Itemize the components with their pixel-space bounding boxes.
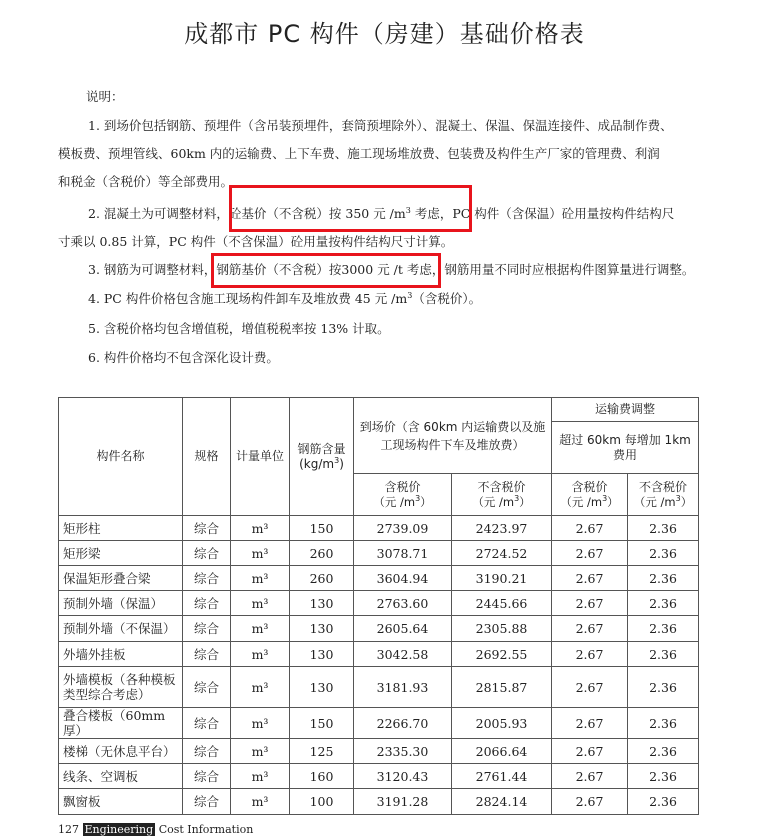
cell-notax-price: 3190.21: [452, 566, 552, 591]
cell-notax-price: 2824.14: [452, 789, 552, 815]
cell-name: 矩形柱: [59, 516, 183, 541]
table-row: [59, 789, 699, 815]
cell-tax-price: 2335.30: [354, 739, 452, 764]
page-title: 成都市 PC 构件（房建）基础价格表: [184, 20, 585, 48]
note-4-suffix: （含税价）。: [412, 291, 482, 306]
cell-transport-notax: 2.36: [628, 667, 699, 708]
price-table: [58, 397, 699, 815]
cell-transport-tax: 2.67: [552, 708, 628, 739]
cell-notax-price: 2815.87: [452, 667, 552, 708]
header-tax-unit: [358, 495, 447, 510]
cell-name: 保温矩形叠合梁: [59, 566, 183, 591]
cell-unit: m³: [231, 667, 290, 708]
cell-name: 叠合楼板（60mm厚）: [59, 708, 183, 739]
table-row: [59, 516, 699, 541]
note-2-suffix: 考虑，PC 构件（含保温）砼用量按构件结构尺: [410, 206, 675, 221]
cell-spec: 综合: [183, 642, 231, 667]
header-notax-label: 不含税价: [477, 479, 526, 494]
header-unit: 计量单位: [231, 398, 290, 516]
cell-transport-notax: 2.36: [628, 642, 699, 667]
note-6-line: 6. 构件价格均不包含深化设计费。: [88, 350, 279, 365]
cell-spec: 综合: [183, 739, 231, 764]
note-2-line-2: 寸乘以 0.85 计算，PC 构件（不含保温）砼用量按构件结构尺寸计算。: [58, 234, 454, 249]
notes-heading: 说明：: [86, 89, 124, 104]
superscript-3: 3: [675, 493, 681, 503]
cell-steel: 260: [290, 541, 354, 566]
table-row: [59, 708, 699, 739]
header-name: 构件名称: [59, 398, 183, 516]
unit-text: （元 /m: [560, 494, 603, 509]
cell-tax-price: 3604.94: [354, 566, 452, 591]
cell-name: 楼梯（无休息平台）: [59, 739, 183, 764]
header-steel-unit: (kg/m: [299, 456, 335, 471]
cell-transport-notax: 2.36: [628, 591, 699, 616]
superscript-3: 3: [415, 493, 421, 503]
cell-transport-notax: 2.36: [628, 566, 699, 591]
header-tax-unit: [556, 495, 623, 510]
cell-tax-price: 3120.43: [354, 764, 452, 789]
cell-steel: 130: [290, 642, 354, 667]
highlight-box-concrete: [229, 185, 472, 232]
cell-unit: m³: [231, 616, 290, 642]
cell-steel: 150: [290, 516, 354, 541]
cell-transport-tax: 2.67: [552, 516, 628, 541]
cell-unit: m³: [231, 591, 290, 616]
note-1-line-1: 1. 到场价包括钢筋、预埋件（含吊装预埋件，套筒预埋除外）、混凝土、保温、保温连接件、成品制作费、: [88, 118, 673, 133]
table-row: [59, 541, 699, 566]
cell-unit: m³: [231, 708, 290, 739]
cell-steel: 260: [290, 566, 354, 591]
cell-steel: 150: [290, 708, 354, 739]
unit-text: （元 /m: [472, 494, 515, 509]
header-notax-unit: [632, 495, 694, 510]
cell-transport-notax: 2.36: [628, 739, 699, 764]
cell-notax-price: 2066.64: [452, 739, 552, 764]
superscript-3: 3: [602, 493, 608, 503]
cell-tax-price: 2739.09: [354, 516, 452, 541]
cell-steel: 100: [290, 789, 354, 815]
cell-unit: m³: [231, 566, 290, 591]
cell-transport-notax: 2.36: [628, 789, 699, 815]
cell-transport-notax: 2.36: [628, 616, 699, 642]
header-notax-unit: [456, 495, 547, 510]
cell-unit: m³: [231, 789, 290, 815]
cell-spec: 综合: [183, 764, 231, 789]
table-row: [59, 566, 699, 591]
superscript-3: 3: [405, 206, 411, 215]
cell-spec: 综合: [183, 566, 231, 591]
page-number: 127: [58, 823, 79, 836]
cell-transport-tax: 2.67: [552, 616, 628, 642]
highlight-box-rebar: [211, 253, 441, 288]
cell-steel: 130: [290, 616, 354, 642]
header-steel-content: [290, 398, 354, 516]
note-4-line: [88, 286, 481, 312]
footer-publication: Cost Information: [158, 823, 254, 836]
cell-notax-price: 2305.88: [452, 616, 552, 642]
cell-spec: 综合: [183, 789, 231, 815]
unit-end: ）: [680, 494, 693, 509]
cell-unit: m³: [231, 764, 290, 789]
cell-unit: m³: [231, 739, 290, 764]
superscript-3: 3: [334, 455, 340, 465]
note-3-rebar-price: 钢筋基价（不含税）按3000 元 /t 考虑，: [216, 262, 445, 277]
cell-transport-tax: 2.67: [552, 541, 628, 566]
cell-transport-tax: 2.67: [552, 642, 628, 667]
unit-end: ）: [420, 494, 432, 509]
cell-steel: 130: [290, 667, 354, 708]
unit-text: （元 /m: [633, 494, 676, 509]
cell-spec: 综合: [183, 616, 231, 642]
note-1-line-2: 模板费、预埋管线、60km 内的运输费、上下车费、施工现场堆放费、包装费及构件生产厂家的管理费、利润: [58, 146, 660, 161]
cell-unit: m³: [231, 541, 290, 566]
cell-tax-price: 3042.58: [354, 642, 452, 667]
table-row: [59, 667, 699, 708]
footer-engineering: Engineering: [84, 823, 154, 836]
table-row: [59, 616, 699, 642]
cell-notax-price: 2005.93: [452, 708, 552, 739]
cell-unit: m³: [231, 516, 290, 541]
cell-transport-tax: 2.67: [552, 764, 628, 789]
header-tax-label: 含税价: [571, 479, 608, 494]
cell-name: 外墙模板（各种模板类型综合考虑）: [59, 667, 183, 708]
cell-tax-price: 3078.71: [354, 541, 452, 566]
header-transport: 运输费调整: [552, 398, 699, 422]
header-steel-unit-end: ): [339, 456, 344, 471]
cell-tax-price: 2266.70: [354, 708, 452, 739]
cell-transport-notax: 2.36: [628, 764, 699, 789]
cell-name: 矩形梁: [59, 541, 183, 566]
cell-notax-price: 2692.55: [452, 642, 552, 667]
cell-spec: 综合: [183, 708, 231, 739]
superscript-3: 3: [407, 291, 413, 300]
cell-notax-price: 2423.97: [452, 516, 552, 541]
cell-tax-price: 2763.60: [354, 591, 452, 616]
cell-spec: 综合: [183, 516, 231, 541]
cell-name: 线条、空调板: [59, 764, 183, 789]
cell-spec: 综合: [183, 541, 231, 566]
table-body: [59, 516, 699, 815]
cell-transport-tax: 2.67: [552, 566, 628, 591]
cell-steel: 130: [290, 591, 354, 616]
unit-end: ）: [519, 494, 531, 509]
note-2-prefix: 2. 混凝土为可调整材料，: [88, 206, 229, 221]
cell-transport-tax: 2.67: [552, 591, 628, 616]
header-notax-price: [452, 474, 552, 516]
cell-unit: m³: [231, 642, 290, 667]
cell-steel: 125: [290, 739, 354, 764]
table-row: [59, 739, 699, 764]
table-row: [59, 642, 699, 667]
cell-transport-tax: 2.67: [552, 789, 628, 815]
header-notax-label: 不含税价: [639, 479, 688, 494]
note-2-concrete-price: 砼基价（不含税）按 350 元 /m: [228, 206, 406, 221]
header-transport-notax: [628, 474, 699, 516]
table-row: [59, 764, 699, 789]
unit-text: （元 /m: [373, 494, 416, 509]
header-site-price: 到场价（含 60km 内运输费以及施工现场构件下车及堆放费）: [354, 398, 552, 474]
cell-tax-price: 3181.93: [354, 667, 452, 708]
cell-transport-tax: 2.67: [552, 667, 628, 708]
unit-end: ）: [607, 494, 619, 509]
header-tax-label: 含税价: [384, 479, 421, 494]
cell-transport-tax: 2.67: [552, 739, 628, 764]
note-4-text: 4. PC 构件价格包含施工现场构件卸车及堆放费 45 元 /m: [88, 291, 408, 306]
cell-transport-notax: 2.36: [628, 541, 699, 566]
cell-spec: 综合: [183, 591, 231, 616]
cell-transport-notax: 2.36: [628, 516, 699, 541]
cell-tax-price: 2605.64: [354, 616, 452, 642]
note-1-line-3: 和税金（含税价）等全部费用。: [58, 174, 234, 189]
note-5-line: 5. 含税价格均包含增值税，增值税税率按 13% 计取。: [88, 321, 390, 336]
header-transport-tax: [552, 474, 628, 516]
header-steel-label: 钢筋含量: [297, 441, 346, 456]
cell-notax-price: 2761.44: [452, 764, 552, 789]
cell-notax-price: 2724.52: [452, 541, 552, 566]
cell-steel: 160: [290, 764, 354, 789]
cell-transport-notax: 2.36: [628, 708, 699, 739]
header-transport-sub: 超过 60km 每增加 1km 费用: [552, 422, 699, 474]
cell-tax-price: 3191.28: [354, 789, 452, 815]
cell-name: 预制外墙（不保温）: [59, 616, 183, 642]
cell-spec: 综合: [183, 667, 231, 708]
header-tax-price: [354, 474, 452, 516]
cell-notax-price: 2445.66: [452, 591, 552, 616]
header-spec: 规格: [183, 398, 231, 516]
page-footer: [58, 823, 253, 836]
superscript-3: 3: [514, 493, 520, 503]
note-3-suffix: 钢筋用量不同时应根据构件图算量进行调整。: [444, 262, 695, 277]
cell-name: 预制外墙（保温）: [59, 591, 183, 616]
note-3-prefix: 3. 钢筋为可调整材料，: [88, 262, 217, 277]
table-row: [59, 591, 699, 616]
cell-name: 外墙外挂板: [59, 642, 183, 667]
cell-name: 飘窗板: [59, 789, 183, 815]
